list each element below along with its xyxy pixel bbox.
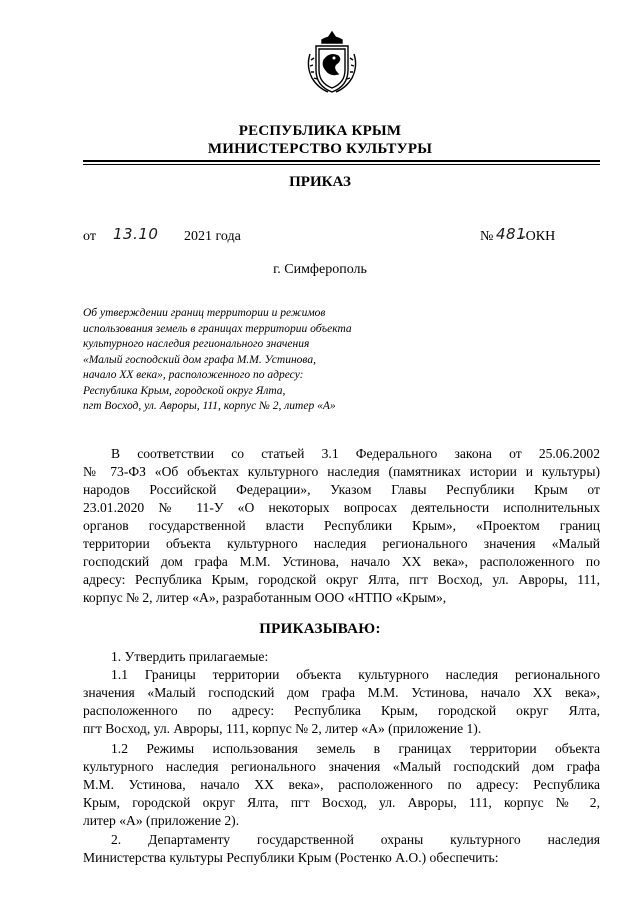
preamble-line: № 73-ФЗ «Об объектах культурного наследия (памятниках истории и культуры) [83, 464, 600, 479]
item-1-1-line: расположенного по адресу: Республика Крым, городской округ Ялта, [83, 703, 600, 718]
item-2-line: 2. Департаменту государственной охраны культурного наследия [111, 832, 600, 847]
item-1-2-line: Крым, городской округ Ялта, пгт Восход, ул. Авроры, 111, корпус № 2, [83, 795, 600, 810]
preamble-line: корпус № 2, литер «А», разработанным ООО «НТПО «Крым», [83, 590, 447, 605]
item-1-2-line: литер «А» (приложение 2). [83, 813, 240, 828]
order-subject [83, 306, 403, 415]
item-2-line: Министерства культуры Республики Крым (Ростенко А.О.) обеспечить: [83, 850, 499, 865]
handwritten-date: 13.10 [113, 225, 159, 243]
item-1: 1. Утвердить прилагаемые: [111, 649, 269, 664]
item-1-2-line: М.М. Устинова, начало XX века», расположенного по адресу: Республика [83, 777, 600, 792]
order-year: 2021 года [184, 229, 241, 244]
coat-of-arms-emblem [304, 30, 360, 96]
order-title: ПРИКАЗ [289, 174, 351, 190]
subject-line: начало XX века», расположенного по адресу: [83, 369, 304, 381]
decree-heading: ПРИКАЗЫВАЮ: [259, 621, 381, 637]
order-number-prefix: № [480, 229, 494, 244]
item-1-1-line: пгт Восход, ул. Авроры, 111, корпус № 2, литер «А» (приложение 1). [83, 721, 482, 736]
subject-line: Республика Крым, городской округ Ялта, [83, 384, 286, 397]
ministry-heading: МИНИСТЕРСТВО КУЛЬТУРЫ [207, 141, 433, 157]
item-1-1-line: 1.1 Границы территории объекта культурного наследия регионального [111, 667, 600, 682]
republic-heading: РЕСПУБЛИКА КРЫМ [238, 123, 402, 139]
item-1-2-line: культурного наследия регионального значения «Малый господский дом графа [83, 759, 600, 774]
header-rule-thick [83, 160, 600, 162]
preamble-line: адресу: Республика Крым, городской округ Ялта, пгт Восход, ул. Авроры, 111, [83, 572, 600, 587]
handwritten-number: 481 [496, 225, 527, 243]
preamble-line: В соответствии со статьей 3.1 Федерального закона от 25.06.2002 [111, 446, 600, 461]
city: г. Симферополь [273, 262, 367, 277]
order-number-suffix: -ОКН [521, 229, 556, 244]
preamble-line: народов Российской Федерации», Указом Главы Республики Крым от [83, 482, 600, 497]
subject-line: использования земель в границах территории объекта [83, 322, 352, 335]
header-rule-thin [83, 164, 600, 165]
subject-line: культурного наследия регионального значения [83, 338, 310, 350]
preamble-line: территории объекта культурного наследия регионального значения «Малый [83, 536, 600, 551]
item-1-2-line: 1.2 Режимы использования земель в границах территории объекта [111, 741, 600, 756]
item-1-1-line: значения «Малый господский дом графа М.М. Устинова, начало XX века», [83, 685, 600, 700]
date-prefix: от [83, 229, 96, 244]
preamble-line: органов государственной власти Республики Крым», «Проектом границ [83, 518, 600, 533]
preamble-line: господский дом графа М.М. Устинова, начало XX века», расположенного по [83, 554, 600, 569]
subject-line: Об утверждении границ территории и режимов [83, 307, 326, 319]
preamble-line: 23.01.2020 № 11-У «О некоторых вопросах деятельности исполнительных [83, 500, 600, 515]
subject-line: пгт Восход, ул. Авроры, 111, корпус № 2, литер «А» [83, 400, 336, 412]
subject-line: «Малый господский дом графа М.М. Устинова, [83, 353, 316, 366]
